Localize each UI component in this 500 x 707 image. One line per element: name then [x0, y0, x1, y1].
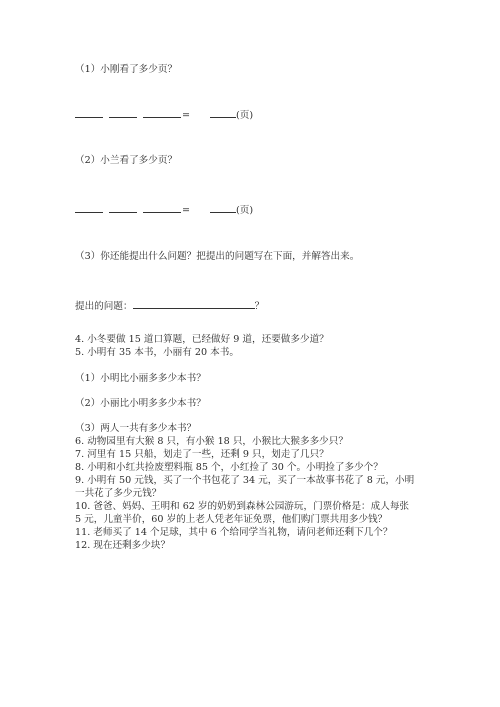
answer-blank[interactable]: [143, 108, 181, 118]
question-9-line-1: 9. 小明有 50 元钱，买了一个书包花了 34 元，买了一本故事书花了 8 元，小明: [75, 475, 415, 486]
question-6: 6. 动物园里有大猴 8 只，有小猴 18 只，小猴比大猴多多少只？: [75, 436, 348, 447]
proposed-question-row: [75, 299, 264, 313]
result-blank[interactable]: [210, 108, 236, 118]
question-10-line-1: 10. 爸爸、妈妈、王明和 62 岁的奶奶到森林公园游玩，门票价格是：成人每张: [75, 501, 410, 512]
answer-blank[interactable]: [143, 203, 181, 213]
answer-blank[interactable]: [109, 108, 137, 118]
question-4: 4. 小冬要做 15 道口算题，已经做好 9 道，还要做多少道？: [75, 334, 329, 345]
question-8: 8. 小明和小红共捡废塑料瓶 85 个，小红捡了 30 个。小明捡了多少个？: [75, 462, 383, 473]
answer-blank[interactable]: [109, 203, 137, 213]
question-5-sub-3: （3）两人一共有多少本书？: [75, 423, 197, 434]
answer-blank[interactable]: [75, 108, 103, 118]
answer-row-1: [75, 108, 253, 122]
answer-blank[interactable]: [75, 203, 103, 213]
question-12: 12. 现在还剩多少块？: [75, 540, 171, 551]
subquestion-2: （2）小兰看了多少页？: [75, 155, 178, 166]
unit-label: (页): [236, 110, 254, 121]
equals-sign: =: [182, 205, 191, 216]
question-5-sub-1: （1）小明比小丽多多少本书？: [75, 373, 206, 384]
proposed-question-blank[interactable]: [133, 299, 255, 309]
question-10-line-2: 5 元，儿童半价，60 岁的上老人凭老年证免票，他们购门票共用多少钱？: [75, 514, 388, 525]
question-5-sub-2: （2）小丽比小明多多少本书？: [75, 398, 206, 409]
question-7: 7. 河里有 15 只船，划走了一些，还剩 9 只，划走了几只？: [75, 449, 329, 460]
subquestion-1: （1）小刚看了多少页？: [75, 64, 178, 75]
result-blank[interactable]: [210, 203, 236, 213]
equals-sign: =: [182, 110, 191, 121]
answer-row-2: [75, 203, 253, 217]
question-mark: ？: [254, 301, 265, 312]
subquestion-3: （3）你还能提出什么问题？把提出的问题写在下面，并解答出来。: [75, 251, 360, 262]
question-5: 5. 小明有 35 本书，小丽有 20 本书。: [75, 347, 239, 358]
question-11: 11. 老师买了 14 个足球，其中 6 个给同学当礼物，请问老师还剩下几个？: [75, 527, 393, 538]
question-9-line-2: 一共花了多少元钱？: [75, 488, 162, 499]
unit-label: (页): [236, 205, 254, 216]
proposed-question-label: 提出的问题：: [75, 301, 133, 312]
